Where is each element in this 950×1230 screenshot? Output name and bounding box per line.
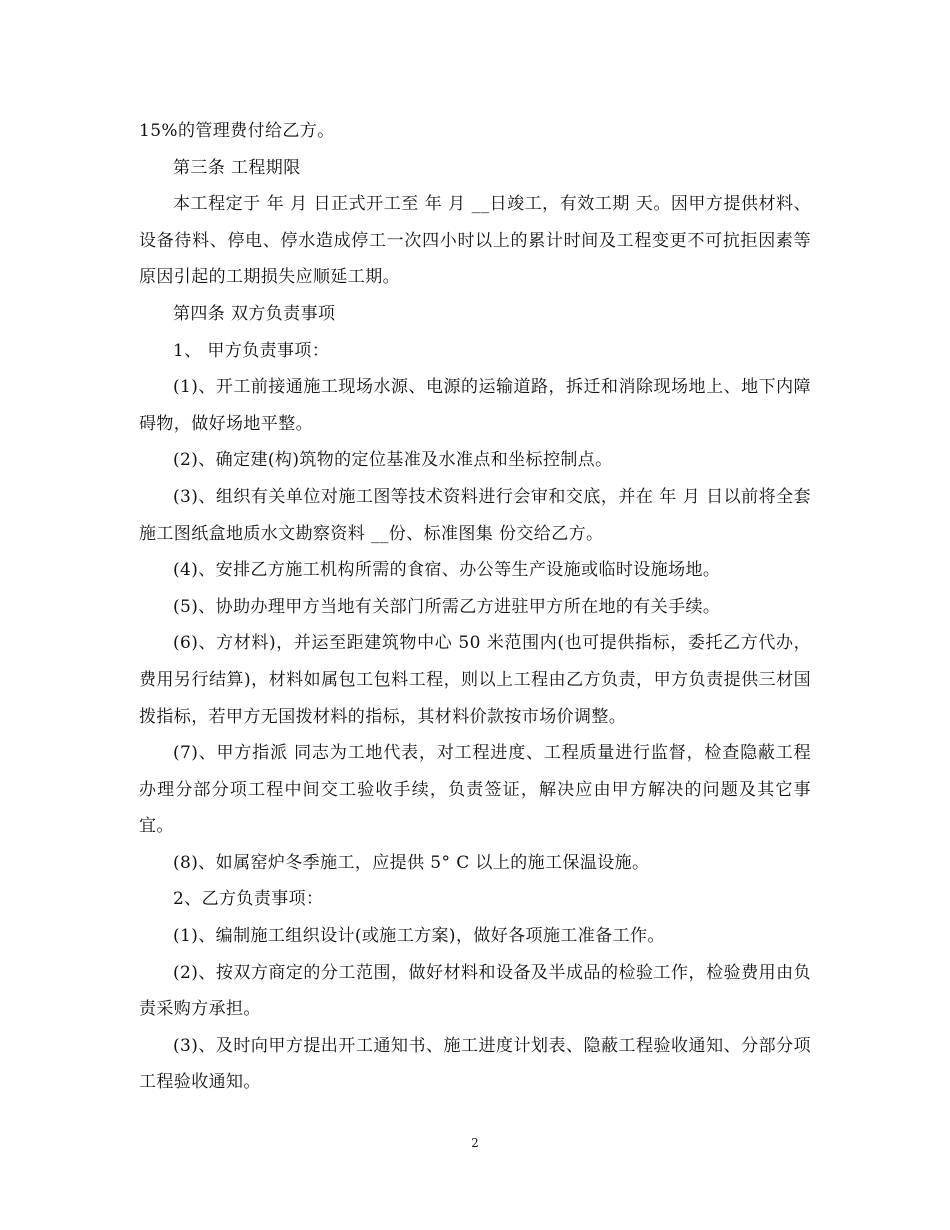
list-item-a8: (8)、如属窑炉冬季施工，应提供 5° C 以上的施工保温设施。: [173, 852, 650, 873]
list-item-a5: (5)、协助办理甲方当地有关部门所需乙方进驻甲方所在地的有关手续。: [173, 596, 721, 617]
subheading-party-a-duties: 1、 甲方负责事项：: [173, 340, 330, 361]
list-item-a7: (7)、甲方指派 同志为工地代表，对工程进度、工程质量进行监督，检查隐蔽工程办理分部分项工程中间交工验收手续，负责签证，解决应由甲方解决的问题及其它事宜。: [139, 743, 811, 837]
list-item-a1: (1)、开工前接通施工现场水源、电源的运输道路，拆迁和消除现场地上、地下内障碍物，做好场地平整。: [139, 377, 811, 434]
paragraph-construction-period: 本工程定于 年 月 日正式开工至 年 月 __日竣工，有效工期 天。因甲方提供材料、设备待料、停电、停水造成停工一次四小时以上的累计时间及工程变更不可抗拒因素等原因引起的工期损失应顺延工期。: [139, 194, 811, 288]
list-item-a3: (3)、组织有关单位对施工图等技术资料进行会审和交底，并在 年 月 日以前将全套施工图纸盒地质水文勘察资料 __份、标准图集 份交给乙方。: [139, 486, 811, 544]
heading-article-4: 第四条 双方负责事项: [173, 303, 336, 324]
list-item-b3: (3)、及时向甲方提出开工通知书、施工进度计划表、隐蔽工程验收通知、分部分项工程验收通知。: [139, 1035, 811, 1093]
subheading-party-b-duties: 2、乙方负责事项：: [173, 889, 324, 910]
list-item-a6: (6)、方材料)，并运至距建筑物中心 50 米范围内(也可提供指标，委托乙方代办，费用另行结算)，材料如属包工包料工程，则以上工程由乙方负责，甲方负责提供三材国拨指标，若甲方无国拨材料的指标，其材料价款按市场价调整。: [139, 633, 811, 727]
heading-article-3: 第三条 工程期限: [173, 157, 301, 178]
list-item-a2: (2)、确定建(构)筑物的定位基准及水准点和坐标控制点。: [173, 450, 613, 471]
document-body: [139, 113, 811, 1101]
list-item-a4: (4)、安排乙方施工机构所需的食宿、办公等生产设施或临时设施场地。: [173, 560, 721, 581]
list-item-b2: (2)、按双方商定的分工范围，做好材料和设备及半成品的检验工作，检验费用由负责采购方承担。: [139, 962, 811, 1020]
page-number: 2: [471, 1136, 479, 1150]
paragraph-fee-clause: 15%的管理费付给乙方。: [139, 121, 335, 141]
list-item-b1: (1)、编制施工组织设计(或施工方案)，做好各项施工准备工作。: [173, 926, 665, 947]
